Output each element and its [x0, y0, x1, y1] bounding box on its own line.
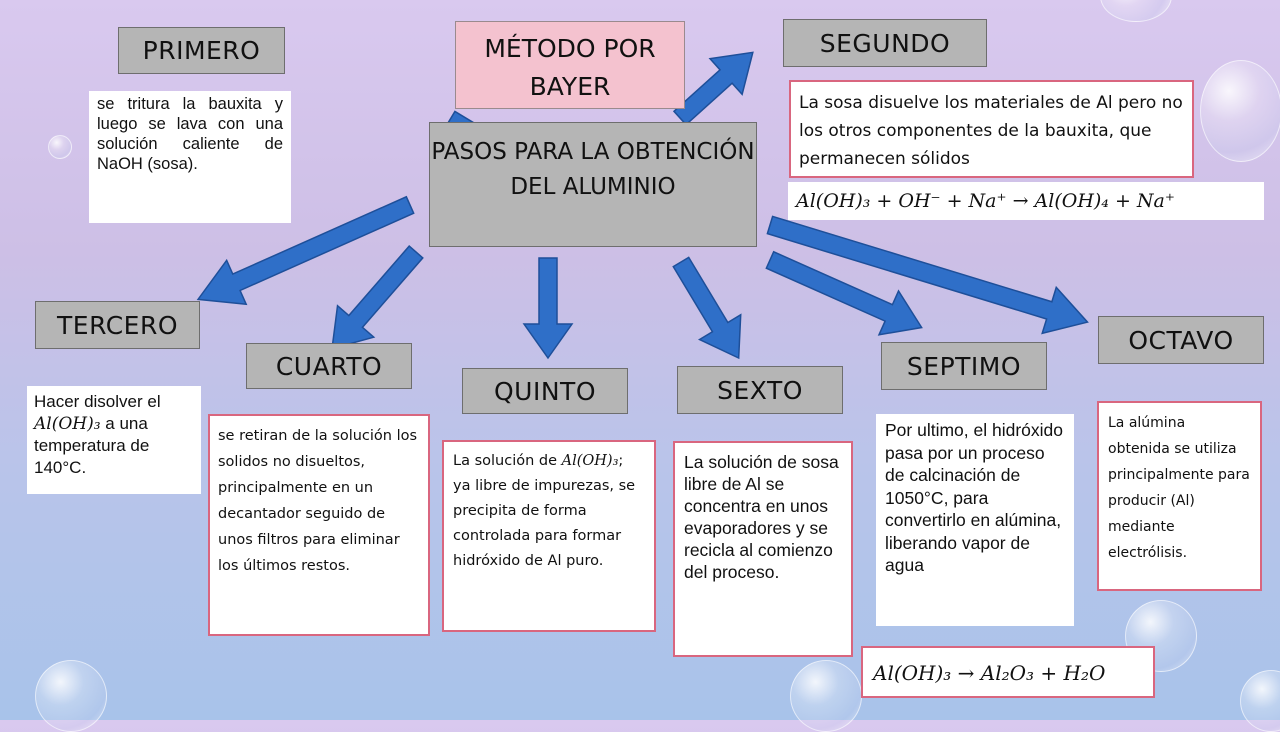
- text-quinto-post: ; ya libre de impurezas, se precipita de forma controlada para formar hidróxido de Al puro.: [453, 453, 636, 569]
- text-tercero-post: a una temperatura de 140°C.: [34, 414, 150, 477]
- text-sexto: La solución de sosa libre de Al se concentra en unos evaporadores y se recicla al comienzo del proceso.: [673, 441, 853, 657]
- arrow-to-quinto: [524, 258, 572, 358]
- text-octavo: La alúmina obtenida se utiliza principalmente para producir (Al) mediante electrólisis.: [1097, 401, 1262, 591]
- label-septimo: SEPTIMO: [881, 342, 1047, 390]
- text-cuarto: se retiran de la solución los solidos no disueltos, principalmente en un decantador seguido de unos filtros para eliminar los últimos restos.: [208, 414, 430, 636]
- text-tercero-formula: Al(OH)₃: [34, 414, 101, 434]
- label-cuarto: CUARTO: [246, 343, 412, 389]
- diagram-title: MÉTODO POR BAYER: [455, 21, 685, 109]
- text-segundo: La sosa disuelve los materiales de Al pero no los otros componentes de la bauxita, que permanecen sólidos: [789, 80, 1194, 178]
- text-septimo: Por ultimo, el hidróxido pasa por un proceso de calcinación de 1050°C, para convertirlo en alúmina, liberando vapor de agua: [876, 414, 1074, 626]
- text-quinto-pre: La solución de: [453, 453, 562, 469]
- label-octavo: OCTAVO: [1098, 316, 1264, 364]
- text-tercero: [27, 386, 201, 494]
- text-quinto: [442, 440, 656, 632]
- text-tercero-pre: Hacer disolver el: [34, 392, 161, 411]
- text-quinto-formula: Al(OH)₃: [561, 453, 619, 469]
- label-segundo: SEGUNDO: [783, 19, 987, 67]
- label-quinto: QUINTO: [462, 368, 628, 414]
- label-sexto: SEXTO: [677, 366, 843, 414]
- text-primero: se tritura la bauxita y luego se lava con una solución caliente de NaOH (sosa).: [89, 91, 291, 223]
- label-primero: PRIMERO: [118, 27, 285, 74]
- center-topic: PASOS PARA LA OBTENCIÓN DEL ALUMINIO: [429, 122, 757, 247]
- formula-segundo: Al(OH)₃ + OH⁻ + Na⁺ → Al(OH)₄ + Na⁺: [788, 182, 1264, 220]
- label-tercero: TERCERO: [35, 301, 200, 349]
- arrow-to-sexto: [660, 250, 759, 371]
- formula-septimo: Al(OH)₃ → Al₂O₃ + H₂O: [861, 646, 1155, 698]
